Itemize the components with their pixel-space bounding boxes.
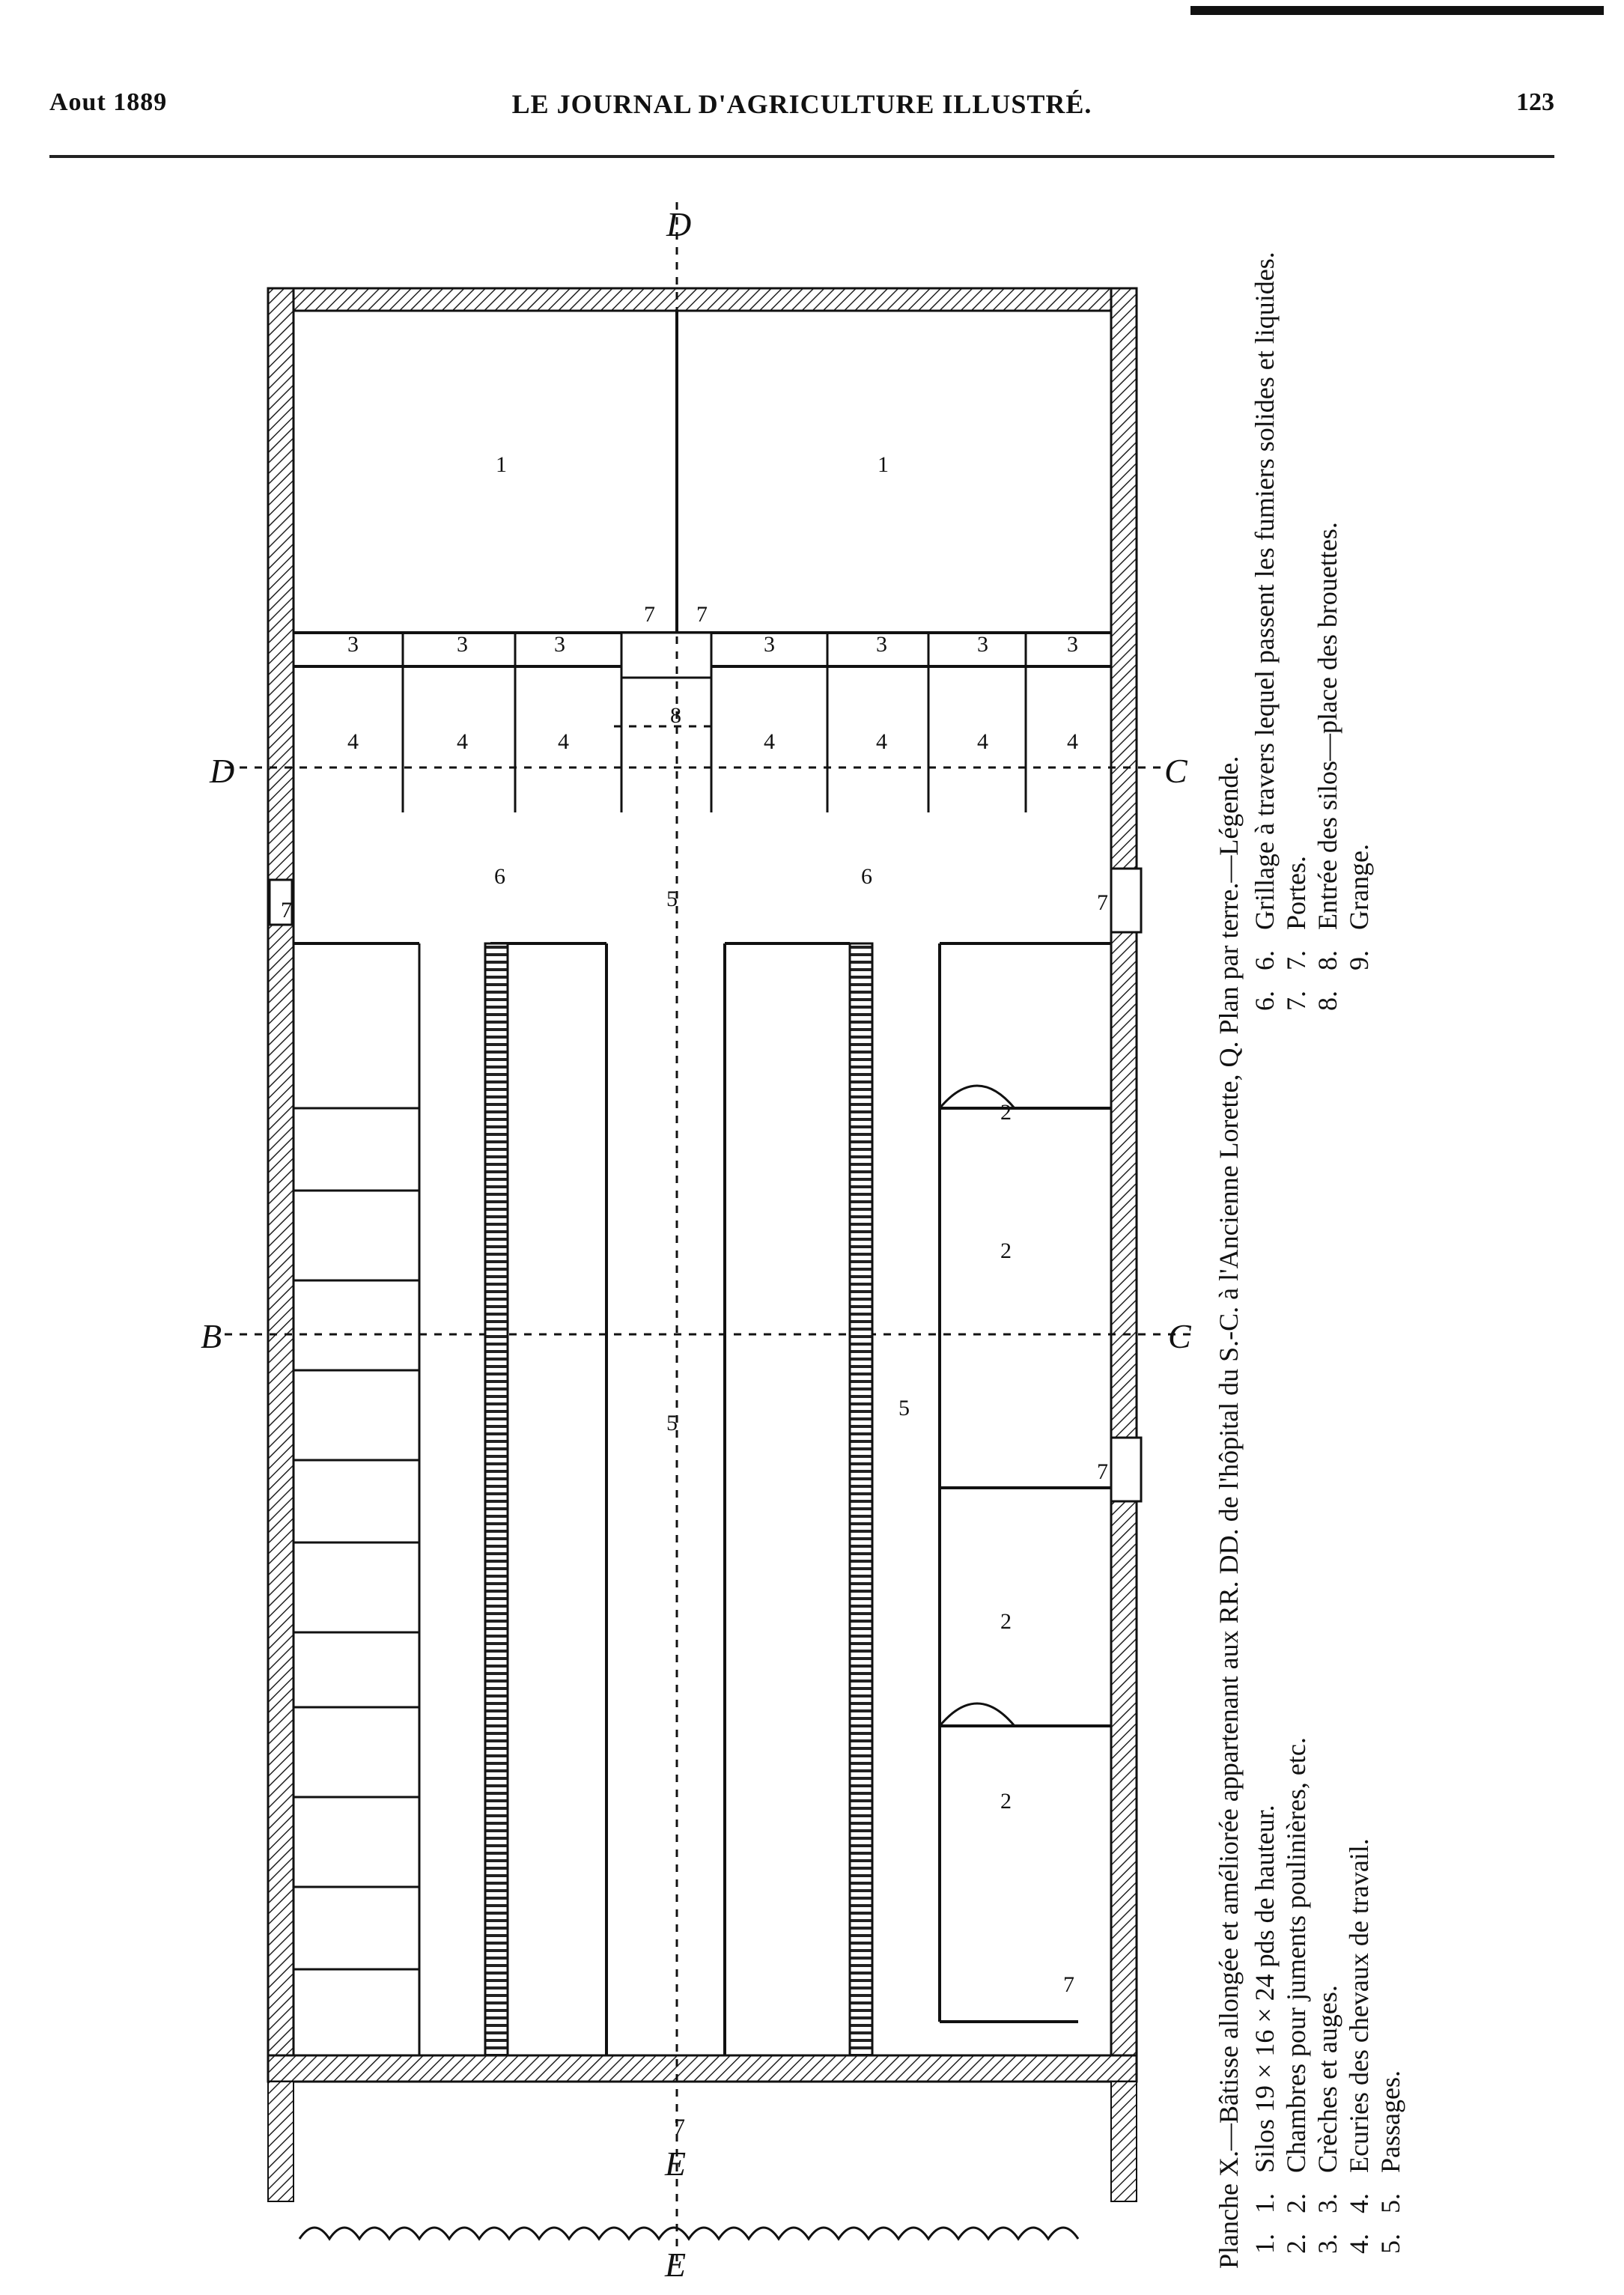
label-door-silo-2: 7 <box>696 602 708 627</box>
label-grating-1: 6 <box>494 864 505 889</box>
label-manger-7: 3 <box>1067 632 1078 657</box>
label-mare-room-2: 2 <box>1000 1238 1012 1263</box>
label-manger-4: 3 <box>764 632 775 657</box>
section-letter-d-top: D <box>666 205 692 243</box>
label-manger-2: 3 <box>457 632 468 657</box>
section-letter-q: C <box>1164 752 1187 790</box>
legend-item: 2.2.Chambres pour juments poulinières, etc. <box>1281 1737 1311 2254</box>
label-stall-1: 4 <box>347 729 359 754</box>
legend-item: 8.8.Entrée des silos—place des brouettes. <box>1313 522 1342 1011</box>
legend-item: 3.3.Crèches et auges. <box>1313 1985 1342 2254</box>
label-door-east-3: 7 <box>1063 1972 1074 1997</box>
legend-column-right <box>1249 252 1375 1011</box>
label-passage-2: 5 <box>666 1411 678 1435</box>
label-mare-room-1: 2 <box>1000 1100 1012 1125</box>
label-door-east-2: 7 <box>1097 1459 1108 1484</box>
caption-title: Planche X.—Bâtisse allongée et améliorée appartenant aux RR. DD. de l'hôpital du S.-C. à l'Ancienne Lorette, Q. Plan par terre.—Légende. <box>1214 756 1244 2269</box>
legend-item: 6.6.Grillage à travers lequel passent les fumiers solides et liquides. <box>1250 252 1280 1011</box>
label-door-west: 7 <box>281 898 292 922</box>
section-letter-e-bottom: E <box>665 2246 687 2284</box>
label-stall-6: 4 <box>977 729 988 754</box>
legend-item: 9.Grange. <box>1344 844 1374 970</box>
label-stall-4: 4 <box>764 729 775 754</box>
section-letter-d-left: D <box>210 752 235 790</box>
label-door-silo-1: 7 <box>644 602 655 627</box>
stall-partitions <box>294 943 1015 2055</box>
legend-item: 1.1.Silos 19 × 16 × 24 pds de hauteur. <box>1250 1805 1280 2254</box>
outer-walls <box>268 288 1137 2239</box>
label-silo-1: 1 <box>496 452 507 477</box>
section-letters <box>201 205 1192 2284</box>
section-lines <box>225 202 1190 2269</box>
label-door-east-1: 7 <box>1097 890 1108 915</box>
label-manger-1: 3 <box>347 632 359 657</box>
section-letter-c: C <box>1168 1317 1191 1355</box>
silo-area <box>294 311 1111 812</box>
label-stall-7: 4 <box>1067 729 1078 754</box>
label-grating-2: 6 <box>861 864 872 889</box>
label-door-south: 7 <box>674 2115 685 2139</box>
label-manger-6: 3 <box>977 632 988 657</box>
label-stall-2: 4 <box>457 729 468 754</box>
legend-column-left <box>1249 1737 1406 2254</box>
label-stall-3: 4 <box>558 729 569 754</box>
label-passage-1: 5 <box>666 887 678 911</box>
section-letter-b: B <box>201 1317 222 1355</box>
label-manger-5: 3 <box>876 632 887 657</box>
header-date: Aout 1889 <box>49 88 168 116</box>
inner-partitions <box>294 943 1111 2055</box>
journal-title: LE JOURNAL D'AGRICULTURE ILLUSTRÉ. <box>511 89 1092 119</box>
legend-item: 5.5.Passages. <box>1375 2070 1405 2254</box>
label-mare-room-4: 2 <box>1000 1789 1012 1814</box>
label-manger-3: 3 <box>554 632 565 657</box>
legend-item: 4.4.Ecuries des chevaux de travail. <box>1344 1838 1374 2254</box>
label-stall-5: 4 <box>876 729 887 754</box>
legend-item: 7.7.Portes. <box>1281 856 1311 1011</box>
label-mare-room-3: 2 <box>1000 1609 1012 1634</box>
label-passage-3: 5 <box>898 1396 910 1420</box>
doors <box>270 869 1141 1501</box>
page-number: 123 <box>1516 88 1554 116</box>
gratings <box>485 943 872 2055</box>
section-letter-e-mid: E <box>665 2144 687 2183</box>
plate-caption <box>1213 247 1438 2269</box>
label-silo-entrance: 8 <box>670 703 681 728</box>
label-silo-2: 1 <box>878 452 889 477</box>
